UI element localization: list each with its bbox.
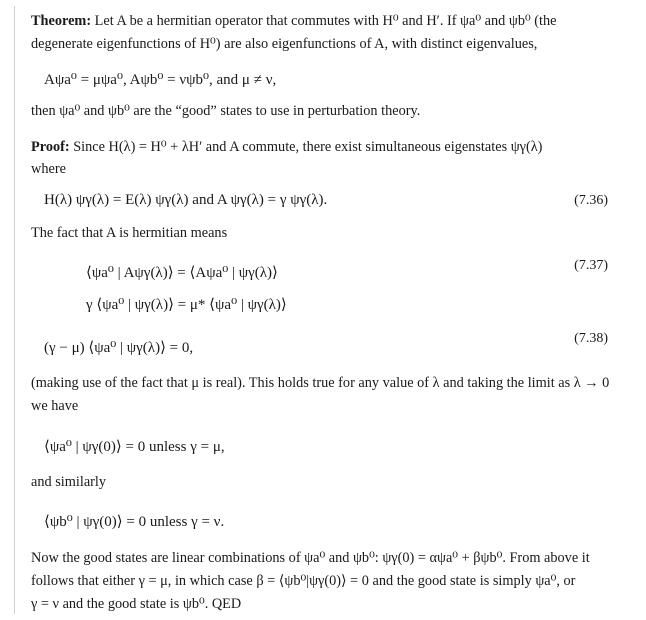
theorem-text-1: Let A be a hermitian operator that commutes with H⁰ and H′. If ψa⁰ and ψb⁰ (the — [94, 13, 557, 29]
equation-number-7-37: (7.37) — [574, 258, 608, 273]
equation-number-7-36: (7.36) — [574, 193, 608, 208]
equation-number-7-38: (7.38) — [574, 331, 608, 346]
theorem-line-2: degenerate eigenfunctions of H⁰) are also eigenfunctions of A, with distinct eigenvalues, — [31, 36, 538, 52]
limit-line-1: (making use of the fact that μ is real). This holds true for any value of λ and taking the limit as λ → 0 — [31, 375, 610, 391]
equation-7-37-a: ⟨ψa⁰ | Aψγ(λ)⟩ = ⟨Aψa⁰ | ψγ(λ)⟩ — [86, 265, 278, 281]
limit-line-2: we have — [31, 398, 79, 414]
equation-7-36: H(λ) ψγ(λ) = E(λ) ψγ(λ) and A ψγ(λ) = γ ψγ(λ). — [44, 192, 328, 208]
theorem-line-1 — [31, 12, 557, 30]
equation-psi-a: ⟨ψa⁰ | ψγ(0)⟩ = 0 unless γ = μ, — [44, 439, 225, 455]
equation-psi-b: ⟨ψb⁰ | ψγ(0)⟩ = 0 unless γ = ν. — [44, 514, 225, 530]
theorem-equation: Aψa⁰ = μψa⁰, Aψb⁰ = νψb⁰, and μ ≠ ν, — [44, 72, 277, 88]
equation-7-38: (γ − μ) ⟨ψa⁰ | ψγ(λ)⟩ = 0, — [44, 340, 194, 356]
proof-label: Proof: — [31, 139, 70, 155]
hermitian-text: The fact that A is hermitian means — [31, 225, 228, 241]
proof-line-1 — [31, 138, 542, 156]
final-line-2: follows that either γ = μ, in which case β = ⟨ψb⁰|ψγ(0)⟩ = 0 and the good state is simply ψa⁰, or — [31, 573, 576, 589]
proof-text-1: Since H(λ) = H⁰ + λH′ and A commute, there exist simultaneous eigenstates ψγ(λ) — [73, 139, 543, 155]
theorem-conclusion: then ψa⁰ and ψb⁰ are the “good” states to use in perturbation theory. — [31, 103, 421, 119]
final-line-3: γ = ν and the good state is ψb⁰. QED — [31, 596, 242, 612]
proof-line-2: where — [31, 161, 66, 177]
left-margin-rule — [14, 6, 15, 614]
theorem-label: Theorem: — [31, 13, 92, 29]
equation-7-37-b: γ ⟨ψa⁰ | ψγ(λ)⟩ = μ* ⟨ψa⁰ | ψγ(λ)⟩ — [86, 297, 287, 313]
final-line-1: Now the good states are linear combinations of ψa⁰ and ψb⁰: ψγ(0) = αψa⁰ + βψb⁰. From above it — [31, 550, 590, 566]
similarly-text: and similarly — [31, 474, 107, 490]
